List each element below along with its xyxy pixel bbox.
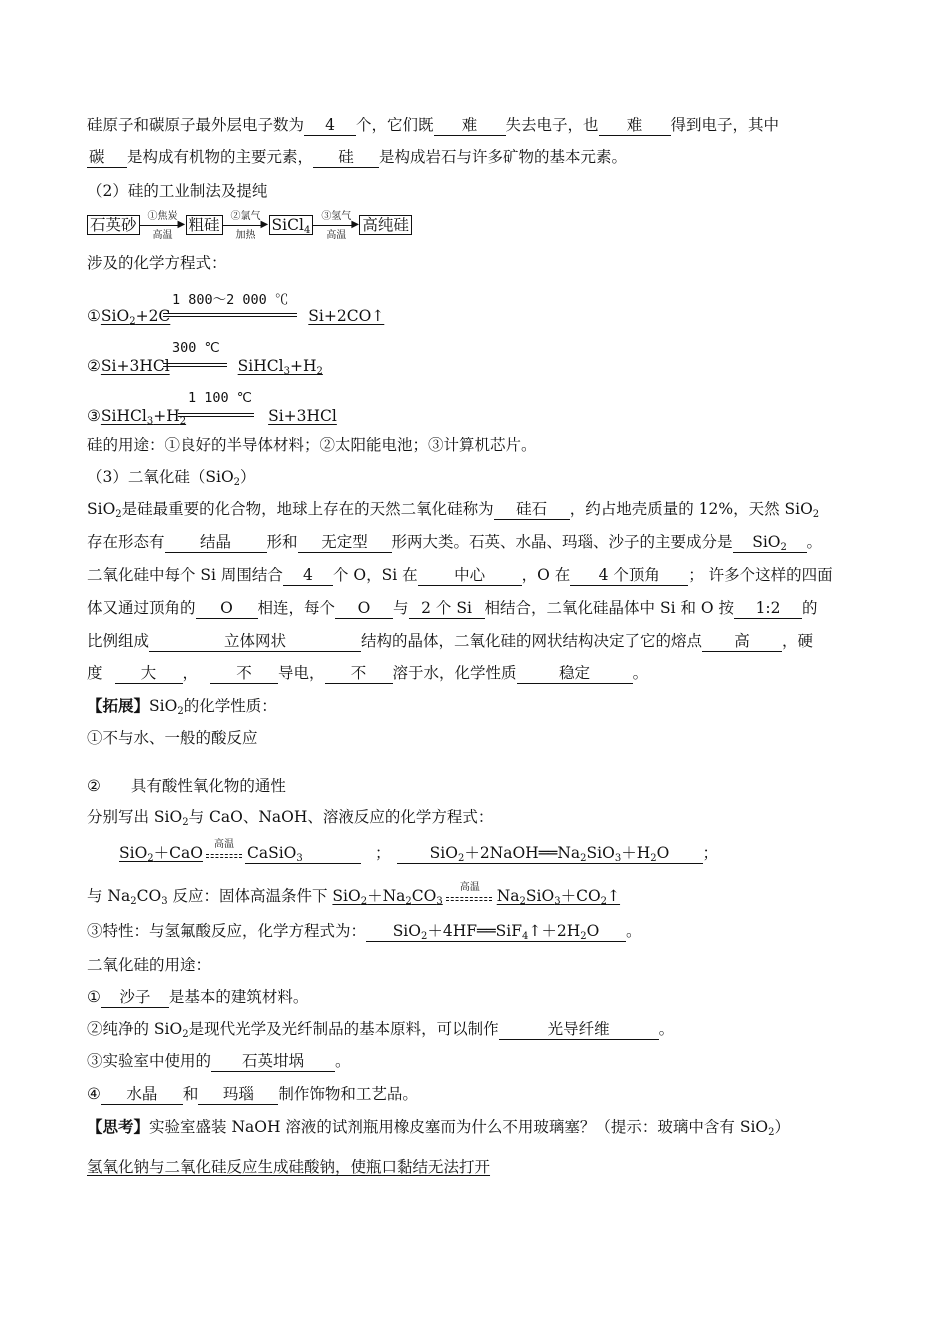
- text: ）: [240, 468, 256, 486]
- reaction-cao-condition: [203, 840, 245, 868]
- flow-arrow-3: [313, 211, 359, 241]
- subscript: 3: [296, 853, 303, 864]
- text: ＋2NaOH══Na: [464, 844, 581, 862]
- subscript: 2: [179, 416, 187, 427]
- blank-organic: 碳: [87, 148, 127, 168]
- text: 实验室盛装 NaOH 溶液的试剂瓶用橡皮塞而为什么不用玻璃塞？（提示：玻璃中含有 SiO: [149, 1118, 769, 1136]
- arrow-head-icon: ▶: [351, 219, 360, 230]
- extension-item-1: ①不与水、一般的酸反应: [87, 729, 258, 747]
- eq3-condition: 1 100 ℃: [188, 390, 252, 406]
- blank-conductivity: 不: [210, 664, 278, 684]
- text: 具有酸性氧化物的通性: [130, 777, 286, 795]
- reaction-na2co3-condition: [443, 883, 497, 911]
- reaction-cao: [119, 844, 203, 862]
- reaction-na2co3-lhs: [332, 887, 442, 905]
- text: 和: [182, 1085, 199, 1103]
- text: 的化学性质：: [183, 697, 277, 715]
- reaction-intro: [87, 806, 493, 828]
- flow-node-sicl4: [269, 215, 314, 235]
- text: 。: [335, 1052, 351, 1070]
- silica-para-line2: [87, 531, 822, 553]
- section-title-silica: [87, 466, 256, 488]
- text: 体又通过顶角的: [87, 599, 196, 617]
- text: CaSiO: [246, 844, 297, 862]
- text: SiO: [149, 697, 178, 715]
- flow-arrow-2: [223, 211, 269, 241]
- eq-number: ②: [87, 357, 101, 375]
- text: ，约占地壳质量的 12%，天然 SiO: [569, 500, 813, 518]
- text: O: [586, 922, 600, 940]
- blank-lose: 难: [434, 116, 506, 136]
- equation-1: [87, 305, 384, 327]
- arrow-label: ③氢气: [321, 211, 352, 222]
- arrow-head-icon: ▶: [177, 219, 186, 230]
- equations-intro: 涉及的化学方程式：: [87, 254, 227, 272]
- subscript: 2: [233, 477, 241, 488]
- text: ）: [774, 1118, 791, 1136]
- eq3-rhs: Si+3HCl: [268, 407, 337, 425]
- reaction-na2co3-rhs: [497, 887, 620, 905]
- extension-tag: 【拓展】: [87, 696, 150, 715]
- reaction-cao-rhs: [245, 844, 361, 864]
- text: 分别写出 SiO: [87, 808, 183, 826]
- subscript: 2: [182, 817, 189, 828]
- blank-optical-fiber: 光导纤维: [499, 1020, 659, 1040]
- text: 结构的晶体，二氧化硅的网状结构决定了它的熔点: [361, 632, 703, 650]
- text: +H: [289, 357, 317, 375]
- flow-node-pure-silicon: 高纯硅: [359, 215, 412, 235]
- subscript: 2: [600, 896, 608, 907]
- think-answer: 氢氧化钠与二氧化硅反应生成硅酸钠，使瓶口黏结无法打开: [87, 1158, 491, 1176]
- blank-main-component: [733, 533, 807, 553]
- blank-agate: 玛瑙: [198, 1085, 278, 1105]
- subscript: 3: [436, 896, 443, 907]
- text: 存在形态有: [87, 533, 165, 551]
- blank-ratio: 1:2: [734, 599, 802, 619]
- silica-use-1: [87, 986, 308, 1008]
- text: SiO: [100, 307, 130, 325]
- text: 二氧化硅中每个 Si 周围结合: [87, 566, 283, 584]
- equation-3: [87, 405, 337, 427]
- subscript: 4: [303, 225, 311, 236]
- flow-node-quartz-sand: 石英砂: [87, 215, 140, 235]
- flow-arrow-1: [140, 211, 186, 241]
- blank-form-crystal: 结晶: [165, 533, 267, 553]
- blank-rock: 硅: [313, 148, 379, 168]
- silicon-uses: 硅的用途：①良好的半导体材料；②太阳能电池；③计算机芯片。: [87, 436, 537, 454]
- blank-oxygen-count: 4: [283, 566, 333, 586]
- blank-quartz-crucible: 石英坩埚: [211, 1052, 335, 1072]
- arrow-label: ①焦炭: [147, 211, 178, 222]
- arrow-label: 高温: [152, 230, 173, 241]
- reaction-na2co3-line: [87, 881, 620, 911]
- silica-uses-title: 二氧化硅的用途：: [87, 956, 212, 974]
- subscript: 2: [130, 896, 137, 907]
- silica-use-3: [87, 1050, 351, 1072]
- text: 得到电子，其中: [670, 116, 780, 134]
- subscript: 3: [146, 416, 154, 427]
- blank-melting-point: 高: [702, 632, 782, 652]
- reaction-hf-line: [87, 920, 642, 942]
- text: 与 CaO、NaOH、溶液反应的化学方程式：: [188, 808, 494, 826]
- text: 是硅最重要的化合物，地球上存在的天然二氧化硅称为: [121, 500, 494, 518]
- separator: ；: [374, 844, 391, 862]
- eq1-condition: 1 800～2 000 ℃: [172, 292, 289, 308]
- flow-node-crude-silicon: 粗硅: [186, 215, 223, 235]
- subscript: 2: [316, 366, 323, 377]
- text: CO: [411, 887, 437, 905]
- text: CO: [136, 887, 162, 905]
- subscript: 4: [522, 931, 529, 942]
- arrow-label: 高温: [326, 230, 347, 241]
- subscript: 3: [161, 896, 168, 907]
- text: 。: [658, 1020, 675, 1038]
- arrow-label: 加热: [235, 230, 256, 241]
- subscript: 2: [780, 542, 787, 553]
- eq2-condition: 300 ℃: [172, 340, 220, 356]
- text: 反应：固体高温条件下: [167, 887, 333, 905]
- subscript: 2: [650, 853, 657, 864]
- subscript: 2: [129, 316, 136, 327]
- condition-label: 高温: [459, 882, 480, 893]
- text: 。: [626, 922, 642, 940]
- text: ＋4HF══SiF: [427, 922, 522, 940]
- arrow-shaft: [223, 225, 263, 226]
- blank-vertex: 4 个顶角: [570, 566, 688, 586]
- text: SiO: [429, 844, 458, 862]
- subscript: 2: [147, 853, 154, 864]
- dashed-equals: [446, 897, 492, 901]
- text: 比例组成: [87, 632, 150, 650]
- extension-item-2: [87, 775, 286, 797]
- blank-hardness: 大: [115, 664, 183, 684]
- eq1-lhs: [101, 307, 170, 325]
- text: +H: [153, 407, 180, 425]
- text: SiHCl: [100, 407, 147, 425]
- subscript: 2: [182, 1029, 189, 1040]
- text: 个，它们既: [356, 116, 434, 134]
- eq-number: ①: [87, 307, 101, 325]
- text: ，: [182, 664, 199, 682]
- text: 。: [806, 533, 823, 551]
- blank-2si: 2 个 Si: [409, 599, 485, 619]
- blank-form-amorphous: 无定型: [298, 533, 392, 553]
- blank-center: 中心: [418, 566, 522, 586]
- text: ＋H: [621, 844, 651, 862]
- text: 相结合，二氧化硅晶体中 Si 和 O 按: [484, 599, 735, 617]
- blank-solubility: 不: [325, 664, 393, 684]
- text: 是构成有机物的主要元素，: [127, 148, 314, 166]
- text: 形和: [266, 533, 298, 551]
- text: SiO: [332, 887, 361, 905]
- text: 个 O，Si 在: [332, 566, 418, 584]
- equation-2: [87, 355, 323, 377]
- text: ＋CaO: [153, 844, 203, 862]
- subscript: 2: [580, 931, 587, 942]
- section-title-silicon-production: （2）硅的工业制法及提纯: [87, 182, 268, 200]
- eq1-rhs: Si+2CO↑: [308, 307, 385, 325]
- text: ↑: [607, 887, 621, 905]
- separator: ；: [702, 844, 719, 862]
- subscript: 2: [768, 1127, 775, 1138]
- text: 是基本的建筑材料。: [168, 988, 309, 1006]
- silica-para-line6: [87, 662, 648, 684]
- text: 是构成岩石与许多矿物的基本元素。: [379, 148, 628, 166]
- blank-gain: 难: [599, 116, 671, 136]
- blank-o2: O: [335, 599, 393, 619]
- reaction-hf: [366, 922, 626, 942]
- text: 。: [632, 664, 649, 682]
- blank-electron-count: 4: [304, 116, 356, 136]
- text: SiO: [752, 533, 781, 551]
- item-number: ②: [87, 777, 101, 795]
- item-number: ④: [87, 1085, 101, 1103]
- text: +2C: [135, 307, 171, 325]
- think-tag: 【思考】: [87, 1117, 150, 1136]
- reactions-cao-naoh: [119, 838, 718, 868]
- arrow-label: ②氯气: [230, 211, 261, 222]
- silica-use-2: [87, 1018, 674, 1040]
- text: ； 许多个这样的四面: [688, 566, 833, 584]
- blank-sand: 沙子: [101, 988, 169, 1008]
- text: 形两大类。石英、水晶、玛瑙、沙子的主要成分是: [391, 533, 733, 551]
- text: SiHCl: [237, 357, 284, 375]
- text: SiO: [586, 844, 615, 862]
- text: SiO: [87, 500, 116, 518]
- eq3-lhs: [101, 407, 186, 425]
- text: 制作饰物和工艺品。: [278, 1085, 418, 1103]
- subscript: 3: [614, 853, 622, 864]
- text: 度: [87, 664, 103, 682]
- text: ，硬: [782, 632, 814, 650]
- text: ②纯净的 SiO: [87, 1020, 183, 1038]
- text: （3）二氧化硅（SiO: [87, 468, 234, 486]
- eq2-lhs: Si+3HCl: [100, 357, 170, 375]
- text: SiO: [392, 922, 421, 940]
- text: SiO: [525, 887, 555, 905]
- eq-number: ③: [87, 407, 101, 425]
- blank-o1: O: [196, 599, 258, 619]
- para-electrons-line2: [87, 146, 627, 168]
- blank-silica-name: 硅石: [494, 500, 570, 520]
- text: 与: [393, 599, 409, 617]
- text: ＋CO: [560, 887, 601, 905]
- silica-para-line3: [87, 564, 833, 586]
- reaction-naoh: [397, 844, 703, 864]
- text: O: [656, 844, 670, 862]
- silica-para-line1: [87, 498, 819, 520]
- text: ＋Na: [367, 887, 406, 905]
- condition-label: 高温: [213, 839, 234, 850]
- subscript: 2: [405, 896, 412, 907]
- arrow-shaft: [140, 225, 180, 226]
- silica-para-line5: [87, 630, 813, 652]
- text: 是现代光学及光纤制品的基本原料，可以制作: [188, 1020, 499, 1038]
- subscript: 2: [360, 896, 368, 907]
- text: 与 Na: [87, 887, 131, 905]
- dashed-equals: [206, 854, 242, 858]
- text: 失去电子，也: [505, 116, 599, 134]
- item-number: ①: [87, 988, 101, 1006]
- subscript: 2: [457, 853, 465, 864]
- subscript: 2: [519, 896, 526, 907]
- blank-crystal: 水晶: [101, 1085, 183, 1105]
- subscript: 3: [554, 896, 561, 907]
- text: ，O 在: [521, 566, 571, 584]
- text: ③实验室中使用的: [87, 1052, 212, 1070]
- subscript: 2: [812, 509, 820, 520]
- para-electrons-line1: [87, 114, 779, 136]
- blank-stability: 稳定: [517, 664, 633, 684]
- subscript: 2: [580, 853, 587, 864]
- text: ③特性：与氢氟酸反应，化学方程式为：: [87, 922, 367, 940]
- text: SiCl: [271, 216, 304, 234]
- think-question: [87, 1116, 790, 1138]
- arrow-shaft: [313, 225, 353, 226]
- eq2-rhs: [238, 357, 323, 375]
- text: 导电，: [278, 664, 325, 682]
- text: 硅原子和碳原子最外层电子数为: [87, 116, 305, 134]
- extension-heading: [87, 695, 277, 717]
- subscript: 3: [283, 366, 290, 377]
- text: 相连，每个: [257, 599, 336, 617]
- silica-para-line4: [87, 597, 818, 619]
- text: 溶于水，化学性质: [392, 664, 517, 682]
- subscript: 2: [115, 509, 122, 520]
- arrow-head-icon: ▶: [260, 219, 269, 230]
- silica-use-4: [87, 1083, 418, 1105]
- production-flow: [87, 210, 412, 241]
- text: 的: [802, 599, 818, 617]
- subscript: 2: [420, 931, 428, 942]
- text: Na: [496, 887, 520, 905]
- text: ↑＋2H: [528, 922, 581, 940]
- subscript: 2: [177, 706, 184, 717]
- blank-structure: 立体网状: [149, 632, 361, 652]
- text: SiO: [119, 844, 148, 862]
